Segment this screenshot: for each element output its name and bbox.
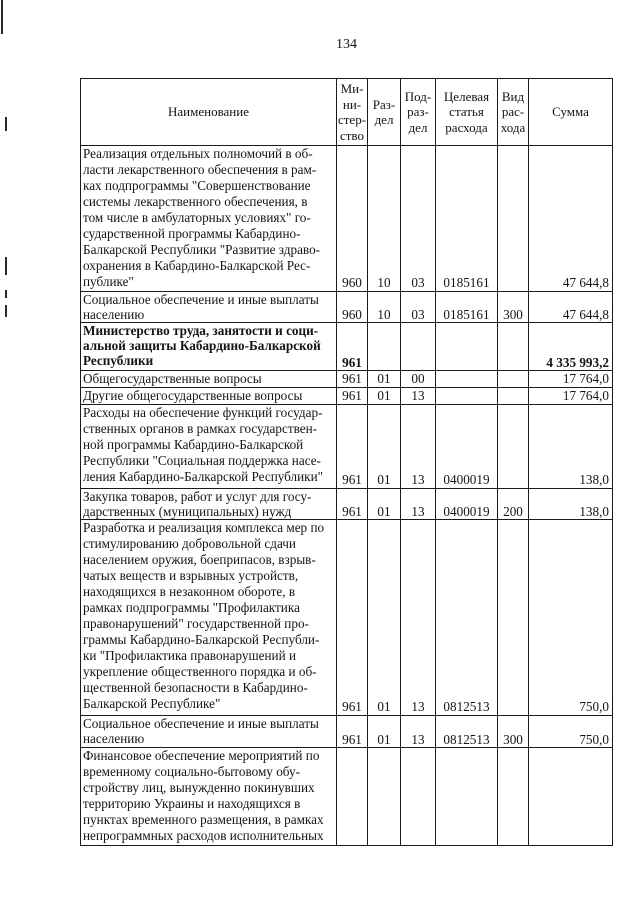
- ministry-code: 961: [342, 355, 362, 370]
- header-line: статья: [449, 104, 484, 120]
- header-name: [81, 79, 336, 145]
- header-section: [368, 79, 400, 145]
- cell-ministry: [337, 489, 367, 519]
- header-line: Ми-: [340, 81, 364, 96]
- cell-subsection: [401, 371, 435, 387]
- name-line: дарственных (муниципальных) нужд: [83, 504, 292, 519]
- cell-subsection: [401, 292, 435, 322]
- scan-mark: [5, 290, 7, 298]
- name-line: публике": [83, 274, 134, 289]
- subsection-code: 13: [411, 732, 425, 747]
- name-line: укрепление общественного порядка и об-: [83, 664, 317, 679]
- sum-value: 138,0: [579, 472, 609, 487]
- cell-target-article: [436, 292, 497, 322]
- subsection-code: 13: [411, 699, 425, 714]
- cell-sum: [529, 520, 612, 715]
- cell-subsection: [401, 520, 435, 715]
- header-line: Целевая: [443, 88, 490, 104]
- cell-expense-kind: [498, 748, 528, 845]
- cell-name: [81, 405, 336, 488]
- cell-expense-kind: [498, 405, 528, 488]
- section-code: 10: [377, 307, 391, 322]
- name-line: правонарушений" государственной про-: [83, 616, 309, 631]
- ministry-code: 960: [342, 307, 362, 322]
- name-line: граммы Кабардино-Балкарской Республи-: [83, 632, 320, 647]
- name-line: рамках подпрограммы "Профилактика: [83, 600, 300, 615]
- header-line: Под-: [404, 88, 432, 104]
- cell-ministry: [337, 323, 367, 370]
- name-line: том числе в амбулаторных условиях" го-: [83, 210, 311, 225]
- cell-subsection: [401, 146, 435, 291]
- cell-target-article: [436, 323, 497, 370]
- name-line: Социальное обеспечение и иные выплаты: [83, 292, 319, 307]
- header-ministry: [337, 79, 367, 145]
- section-code: 10: [377, 275, 391, 290]
- cell-section: [368, 405, 400, 488]
- cell-sum: [529, 292, 612, 322]
- cell-ministry: [337, 716, 367, 747]
- cell-section: [368, 371, 400, 387]
- cell-subsection: [401, 388, 435, 404]
- header-line: раз-: [407, 104, 429, 120]
- cell-expense-kind: [498, 371, 528, 387]
- subsection-code: 13: [411, 504, 425, 519]
- cell-sum: [529, 748, 612, 845]
- cell-target-article: [436, 146, 497, 291]
- scan-mark: [5, 305, 7, 317]
- header-line: Раз-: [372, 96, 396, 112]
- header-line: дел: [408, 119, 428, 135]
- sum-value: 750,0: [579, 699, 609, 714]
- budget-table: [80, 78, 613, 846]
- cell-section: [368, 292, 400, 322]
- cell-target-article: [436, 371, 497, 387]
- name-line: ках подпрограммы "Совершенствование: [83, 178, 311, 193]
- cell-name: [81, 716, 336, 747]
- name-line: стимулированию добровольной сдачи: [83, 536, 296, 551]
- cell-sum: [529, 323, 612, 370]
- header-line: рас-: [501, 104, 525, 120]
- subsection-code: 03: [411, 275, 425, 290]
- cell-ministry: [337, 146, 367, 291]
- subsection-code: 03: [411, 307, 425, 322]
- sum-value: 47 644,8: [562, 275, 609, 290]
- name-line: населению: [83, 731, 145, 746]
- cell-name: [81, 748, 336, 845]
- scan-mark: [5, 257, 7, 275]
- target-article-code: 0812513: [443, 699, 490, 714]
- cell-expense-kind: [498, 489, 528, 519]
- name-line: ной программы Кабардино-Балкарской: [83, 437, 304, 452]
- header-sum: [529, 79, 612, 145]
- cell-expense-kind: [498, 388, 528, 404]
- ministry-code: 961: [342, 504, 362, 519]
- page-number: 134: [336, 37, 357, 52]
- cell-subsection: [401, 748, 435, 845]
- cell-ministry: [337, 748, 367, 845]
- section-code: 01: [377, 732, 391, 747]
- cell-section: [368, 388, 400, 404]
- name-line: Финансовое обеспечение мероприятий по: [83, 748, 320, 763]
- name-line: непрограммных расходов исполнительных: [83, 828, 324, 843]
- ministry-code: 961: [342, 472, 362, 487]
- name-line: чатых веществ и взрывных устройств,: [83, 568, 299, 583]
- expense-kind-code: 200: [503, 504, 523, 519]
- header-line: ство: [339, 127, 364, 143]
- cell-section: [368, 323, 400, 370]
- cell-section: [368, 520, 400, 715]
- header-subsection: [401, 79, 435, 145]
- header-line: Вид: [501, 88, 525, 104]
- cell-name: [81, 146, 336, 291]
- cell-target-article: [436, 489, 497, 519]
- cell-name: [81, 371, 336, 387]
- name-line: Балкарской Республике": [83, 696, 221, 711]
- header-line: расхода: [445, 119, 488, 135]
- ministry-code: 960: [342, 275, 362, 290]
- sum-value: 47 644,8: [562, 307, 609, 322]
- expense-kind-code: 300: [503, 307, 523, 322]
- cell-sum: [529, 405, 612, 488]
- cell-subsection: [401, 405, 435, 488]
- header-line: хода: [500, 119, 526, 135]
- cell-name: [81, 323, 336, 370]
- cell-expense-kind: [498, 716, 528, 747]
- name-line: Министерство труда, занятости и соци-: [83, 323, 319, 338]
- name-line: ления Кабардино-Балкарской Республики": [83, 469, 324, 484]
- section-code: 01: [377, 504, 391, 519]
- sum-value: 750,0: [579, 732, 609, 747]
- sum-value: 17 764,0: [562, 388, 609, 403]
- sum-value: 138,0: [579, 504, 609, 519]
- cell-name: [81, 292, 336, 322]
- cell-sum: [529, 388, 612, 404]
- cell-name: [81, 520, 336, 715]
- name-line: Балкарской Республики "Развитие здраво-: [83, 242, 321, 257]
- ministry-code: 961: [342, 371, 362, 386]
- cell-section: [368, 146, 400, 291]
- name-line: Общегосударственные вопросы: [83, 371, 262, 386]
- header-expense-kind: [498, 79, 528, 145]
- name-line: Другие общегосударственные вопросы: [83, 388, 303, 403]
- section-code: 01: [377, 472, 391, 487]
- cell-target-article: [436, 388, 497, 404]
- name-line: находящихся в незаконном обороте, в: [83, 584, 296, 599]
- cell-subsection: [401, 716, 435, 747]
- name-line: населением оружия, боеприпасов, взрыв-: [83, 552, 316, 567]
- cell-sum: [529, 371, 612, 387]
- cell-section: [368, 748, 400, 845]
- header-line: Сумма: [552, 104, 589, 120]
- ministry-code: 961: [342, 732, 362, 747]
- header-line: стер-: [337, 112, 367, 127]
- name-line: охранения в Кабардино-Балкарской Рес-: [83, 258, 311, 273]
- name-line: альной защиты Кабардино-Балкарской: [83, 338, 321, 353]
- name-line: пунктах временного размещения, в рамках: [83, 812, 324, 827]
- name-line: Разработка и реализация комплекса мер по: [83, 520, 325, 535]
- sum-value: 17 764,0: [562, 371, 609, 386]
- header-line: дел: [374, 112, 394, 127]
- ministry-code: 961: [342, 699, 362, 714]
- name-line: территорию Украины и находящихся в: [83, 796, 301, 811]
- header-line: Наименование: [168, 104, 249, 120]
- name-line: ственных органов в рамках государствен-: [83, 421, 318, 436]
- scan-mark: [5, 117, 7, 131]
- cell-name: [81, 489, 336, 519]
- name-line: населению: [83, 307, 145, 322]
- header-target-article: [436, 79, 497, 145]
- cell-target-article: [436, 520, 497, 715]
- cell-ministry: [337, 388, 367, 404]
- cell-expense-kind: [498, 520, 528, 715]
- target-article-code: 0812513: [443, 732, 490, 747]
- scan-mark: [1, 0, 3, 34]
- cell-subsection: [401, 489, 435, 519]
- ministry-code: 961: [342, 388, 362, 403]
- name-line: щественной безопасности в Кабардино-: [83, 680, 308, 695]
- name-line: Реализация отдельных полномочий в об-: [83, 146, 313, 161]
- name-line: ки "Профилактика правонарушений и: [83, 648, 296, 663]
- cell-ministry: [337, 405, 367, 488]
- cell-target-article: [436, 716, 497, 747]
- name-line: системы лекарственного обеспечения, в: [83, 194, 308, 209]
- target-article-code: 0185161: [443, 307, 490, 322]
- cell-expense-kind: [498, 146, 528, 291]
- subsection-code: 13: [411, 472, 425, 487]
- subsection-code: 13: [411, 388, 425, 403]
- name-line: стройству лиц, вынужденно покинувших: [83, 780, 315, 795]
- target-article-code: 0400019: [443, 504, 490, 519]
- cell-name: [81, 388, 336, 404]
- name-line: Расходы на обеспечение функций государ-: [83, 405, 323, 420]
- cell-target-article: [436, 748, 497, 845]
- cell-sum: [529, 489, 612, 519]
- name-line: Республики "Социальная поддержка насе-: [83, 453, 321, 468]
- subsection-code: 00: [411, 371, 425, 386]
- name-line: Социальное обеспечение и иные выплаты: [83, 716, 319, 731]
- cell-ministry: [337, 520, 367, 715]
- cell-expense-kind: [498, 323, 528, 370]
- cell-expense-kind: [498, 292, 528, 322]
- expense-kind-code: 300: [503, 732, 523, 747]
- section-code: 01: [377, 388, 391, 403]
- name-line: сударственной программы Кабардино-: [83, 226, 301, 241]
- cell-sum: [529, 146, 612, 291]
- name-line: Закупка товаров, работ и услуг для госу-: [83, 489, 312, 504]
- section-code: 01: [377, 699, 391, 714]
- cell-ministry: [337, 292, 367, 322]
- sum-value: 4 335 993,2: [546, 355, 609, 370]
- cell-section: [368, 489, 400, 519]
- name-line: ласти лекарственного обеспечения в рам-: [83, 162, 317, 177]
- target-article-code: 0400019: [443, 472, 490, 487]
- cell-section: [368, 716, 400, 747]
- cell-ministry: [337, 371, 367, 387]
- section-code: 01: [377, 371, 391, 386]
- name-line: временному социально-бытовому обу-: [83, 764, 300, 779]
- name-line: Республики: [83, 353, 154, 368]
- header-line: ни-: [342, 96, 362, 112]
- cell-sum: [529, 716, 612, 747]
- target-article-code: 0185161: [443, 275, 490, 290]
- cell-subsection: [401, 323, 435, 370]
- cell-target-article: [436, 405, 497, 488]
